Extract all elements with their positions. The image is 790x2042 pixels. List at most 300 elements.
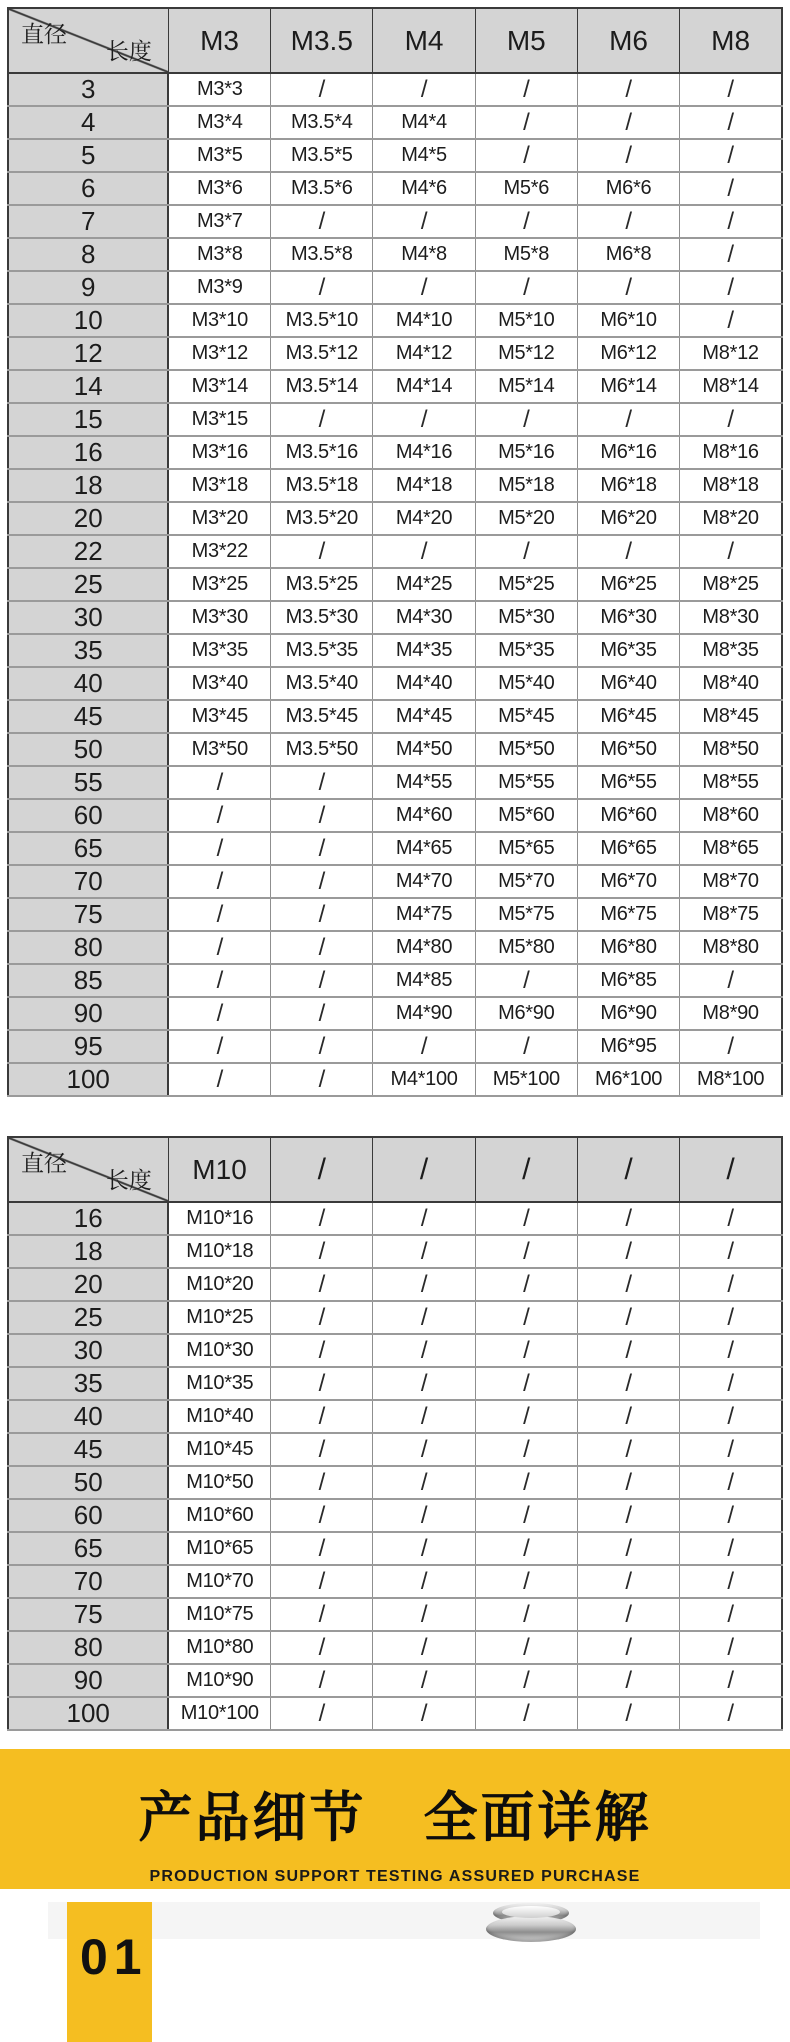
table-row [8,172,782,205]
size-cell: M3.5*30 [271,601,373,634]
size-cell: M5*70 [475,865,577,898]
row-length-label: 45 [8,1433,168,1466]
size-cell: / [680,238,782,271]
size-cell: M4*80 [373,931,475,964]
size-cell: M3.5*16 [271,436,373,469]
row-length-label: 18 [8,1235,168,1268]
size-cell: / [577,1565,679,1598]
size-cell: M4*6 [373,172,475,205]
row-length-label: 70 [8,865,168,898]
size-cell: M6*90 [577,997,679,1030]
size-cell: M3.5*4 [271,106,373,139]
size-cell: M10*70 [168,1565,270,1598]
size-cell: / [577,1466,679,1499]
size-cell: / [271,1063,373,1096]
row-length-label: 40 [8,667,168,700]
row-length-label: 12 [8,337,168,370]
size-cell: M6*85 [577,964,679,997]
size-cell: / [271,865,373,898]
size-cell: M8*90 [680,997,782,1030]
size-cell: / [373,1598,475,1631]
size-cell: M10*16 [168,1202,270,1235]
size-cell: / [475,139,577,172]
header-row [8,8,782,73]
table-row [8,1235,782,1268]
size-cell: M4*60 [373,799,475,832]
row-length-label: 35 [8,1367,168,1400]
column-header: / [577,1137,679,1202]
table-row [8,1697,782,1730]
row-length-label: 90 [8,1664,168,1697]
size-cell: M6*8 [577,238,679,271]
size-cell: M3*5 [168,139,270,172]
size-cell: M5*100 [475,1063,577,1096]
size-cell: M4*65 [373,832,475,865]
size-cell: M8*16 [680,436,782,469]
size-cell: M3.5*25 [271,568,373,601]
size-cell: M3*14 [168,370,270,403]
size-cell: M4*75 [373,898,475,931]
size-cell: / [271,1532,373,1565]
table-row [8,1598,782,1631]
table-row [8,1030,782,1063]
size-cell: M3.5*8 [271,238,373,271]
size-cell: / [168,964,270,997]
size-cell: / [680,1400,782,1433]
size-cell: M4*12 [373,337,475,370]
row-length-label: 80 [8,931,168,964]
table-row [8,1532,782,1565]
size-cell: M4*90 [373,997,475,1030]
size-cell: / [373,205,475,238]
size-cell: M4*55 [373,766,475,799]
row-length-label: 60 [8,1499,168,1532]
size-cell: M3*30 [168,601,270,634]
size-cell: M4*14 [373,370,475,403]
table-row [8,1301,782,1334]
size-cell: / [271,205,373,238]
size-cell: M3*3 [168,73,270,106]
size-cell: M3.5*6 [271,172,373,205]
table-row [8,238,782,271]
size-cell: / [680,1598,782,1631]
table-row [8,139,782,172]
size-cell: M4*5 [373,139,475,172]
detail-section-panel [48,1902,760,1985]
size-cell: M5*65 [475,832,577,865]
row-length-label: 20 [8,1268,168,1301]
corner-cell [8,8,168,73]
size-cell: M5*20 [475,502,577,535]
size-cell: M6*65 [577,832,679,865]
table-row [8,931,782,964]
size-cell: M3.5*14 [271,370,373,403]
size-cell: M4*18 [373,469,475,502]
size-cell: / [680,271,782,304]
row-length-label: 75 [8,1598,168,1631]
length-label: 长度 [105,38,152,64]
size-cell: M5*25 [475,568,577,601]
row-length-label: 60 [8,799,168,832]
size-cell: / [577,1334,679,1367]
size-cell: / [271,1400,373,1433]
table-row [8,700,782,733]
row-length-label: 8 [8,238,168,271]
size-cell: M10*60 [168,1499,270,1532]
size-cell: M3*35 [168,634,270,667]
size-cell: M3.5*10 [271,304,373,337]
size-cell: M4*100 [373,1063,475,1096]
banner-subtitle: PRODUCTION SUPPORT TESTING ASSURED PURCHASE [149,1868,641,1885]
size-cell: M3*7 [168,205,270,238]
size-cell: M4*85 [373,964,475,997]
size-cell: M4*16 [373,436,475,469]
size-cell: M3*50 [168,733,270,766]
size-cell: M3*6 [168,172,270,205]
row-length-label: 30 [8,601,168,634]
size-cell: / [373,1532,475,1565]
size-cell: / [168,832,270,865]
size-cell: / [168,931,270,964]
size-cell: M3*40 [168,667,270,700]
size-cell: / [577,1598,679,1631]
size-cell: / [373,535,475,568]
size-cell: M3*18 [168,469,270,502]
table-row [8,403,782,436]
size-cell: / [271,1598,373,1631]
size-cell: / [271,535,373,568]
size-cell: / [271,898,373,931]
size-cell: / [577,139,679,172]
row-length-label: 4 [8,106,168,139]
size-cell: / [680,1268,782,1301]
size-cell: / [271,403,373,436]
banner-title: 产品细节 全面详解 [138,1788,652,1848]
table-row [8,1334,782,1367]
size-cell: / [577,1697,679,1730]
size-cell: / [577,1202,679,1235]
size-cell: / [271,73,373,106]
size-cell: / [168,865,270,898]
size-cell: M4*50 [373,733,475,766]
size-cell: M10*30 [168,1334,270,1367]
row-length-label: 6 [8,172,168,205]
size-cell: M3.5*5 [271,139,373,172]
size-cell: / [475,106,577,139]
size-cell: M5*30 [475,601,577,634]
row-length-label: 80 [8,1631,168,1664]
size-cell: / [271,1367,373,1400]
size-cell: / [475,1697,577,1730]
row-length-label: 75 [8,898,168,931]
size-cell: / [680,1499,782,1532]
size-cell: M4*4 [373,106,475,139]
size-cell: M3.5*50 [271,733,373,766]
size-cell: M5*80 [475,931,577,964]
size-cell: / [475,1433,577,1466]
size-cell: / [680,139,782,172]
table-row [8,634,782,667]
size-cell: / [475,1367,577,1400]
size-cell: M10*65 [168,1532,270,1565]
step-number-badge [67,1902,152,2042]
size-cell: / [271,931,373,964]
size-cell: M6*10 [577,304,679,337]
row-length-label: 9 [8,271,168,304]
size-cell: M6*16 [577,436,679,469]
size-cell: M10*45 [168,1433,270,1466]
column-header: M3.5 [271,8,373,73]
size-cell: M3*10 [168,304,270,337]
size-cell: M10*20 [168,1268,270,1301]
size-cell: / [680,73,782,106]
size-cell: / [271,1499,373,1532]
size-cell: M5*40 [475,667,577,700]
size-cell: / [577,1268,679,1301]
size-cell: / [373,1631,475,1664]
size-cell: M3.5*20 [271,502,373,535]
size-cell: M3*20 [168,502,270,535]
table-row [8,1499,782,1532]
size-cell: / [373,1202,475,1235]
row-length-label: 20 [8,502,168,535]
size-cell: / [475,1664,577,1697]
size-cell: / [475,1400,577,1433]
size-cell: / [373,1664,475,1697]
size-cell: / [168,1030,270,1063]
size-cell: / [271,1466,373,1499]
size-cell: / [271,799,373,832]
size-cell: M8*65 [680,832,782,865]
table-row [8,1433,782,1466]
size-cell: / [680,1697,782,1730]
table-row [8,964,782,997]
row-length-label: 65 [8,1532,168,1565]
size-cell: M3.5*45 [271,700,373,733]
size-cell: / [577,1664,679,1697]
size-cell: / [168,898,270,931]
size-cell: / [577,106,679,139]
row-length-label: 35 [8,634,168,667]
table-row [8,1367,782,1400]
size-cell: M5*8 [475,238,577,271]
size-cell: M8*50 [680,733,782,766]
size-cell: / [271,1565,373,1598]
size-cell: M4*70 [373,865,475,898]
size-cell: / [680,964,782,997]
size-cell: / [373,1301,475,1334]
size-cell: / [168,997,270,1030]
size-cell: M8*100 [680,1063,782,1096]
size-cell: / [577,1235,679,1268]
screw-head-highlight-icon [502,1906,560,1918]
table-row [8,1268,782,1301]
row-length-label: 55 [8,766,168,799]
corner-cell [8,1137,168,1202]
table-row [8,535,782,568]
size-cell: / [680,1664,782,1697]
size-cell: / [475,1235,577,1268]
size-cell: / [475,271,577,304]
column-header: / [680,1137,782,1202]
size-cell: M8*70 [680,865,782,898]
size-cell: / [680,1334,782,1367]
size-cell: / [475,1466,577,1499]
table-row [8,1466,782,1499]
size-cell: M8*18 [680,469,782,502]
size-cell: / [373,1499,475,1532]
size-cell: / [680,1367,782,1400]
size-cell: M3*16 [168,436,270,469]
size-cell: / [680,1030,782,1063]
size-cell: M6*35 [577,634,679,667]
size-cell: M3*12 [168,337,270,370]
table-row [8,106,782,139]
column-header: M8 [680,8,782,73]
size-cell: / [475,964,577,997]
size-cell: M8*75 [680,898,782,931]
diameter-label: 直径 [21,1150,67,1176]
size-cell: M6*80 [577,931,679,964]
size-cell: M5*35 [475,634,577,667]
size-cell: / [475,73,577,106]
size-cell: / [577,403,679,436]
size-cell: M6*6 [577,172,679,205]
size-cell: M10*25 [168,1301,270,1334]
size-cell: / [271,964,373,997]
size-cell: M5*16 [475,436,577,469]
table-row [8,370,782,403]
table-row [8,436,782,469]
size-cell: M5*14 [475,370,577,403]
size-cell: M3.5*35 [271,634,373,667]
row-length-label: 25 [8,568,168,601]
size-cell: / [680,205,782,238]
row-length-label: 14 [8,370,168,403]
size-cell: / [577,73,679,106]
size-cell: / [271,1202,373,1235]
size-cell: / [271,1235,373,1268]
row-length-label: 5 [8,139,168,172]
table-row [8,1400,782,1433]
size-cell: / [373,1030,475,1063]
size-cell: / [475,1499,577,1532]
size-cell: / [475,1202,577,1235]
size-cell: M10*80 [168,1631,270,1664]
size-cell: M5*12 [475,337,577,370]
size-cell: M4*10 [373,304,475,337]
row-length-label: 100 [8,1697,168,1730]
step-number: 01 [80,1929,148,1985]
table-row [8,337,782,370]
size-cell: / [271,1301,373,1334]
size-cell: / [680,1532,782,1565]
size-cell: M8*80 [680,931,782,964]
row-length-label: 95 [8,1030,168,1063]
size-cell: / [373,1565,475,1598]
table-row [8,1565,782,1598]
size-cell: M4*35 [373,634,475,667]
size-cell: / [168,1063,270,1096]
size-cell: / [680,403,782,436]
size-cell: M4*30 [373,601,475,634]
table-row [8,1063,782,1096]
size-cell: M3*25 [168,568,270,601]
size-cell: / [373,1367,475,1400]
table-row [8,73,782,106]
size-cell: / [475,205,577,238]
size-cell: / [577,271,679,304]
size-cell: / [577,1532,679,1565]
size-cell: / [577,1301,679,1334]
size-cell: M6*70 [577,865,679,898]
size-cell: M3*22 [168,535,270,568]
size-cell: / [475,403,577,436]
size-cell: / [680,1565,782,1598]
size-cell: / [373,1400,475,1433]
size-cell: M8*60 [680,799,782,832]
size-cell: / [475,1268,577,1301]
size-cell: M6*90 [475,997,577,1030]
size-cell: / [373,1466,475,1499]
size-cell: / [577,535,679,568]
row-length-label: 50 [8,1466,168,1499]
size-cell: M6*45 [577,700,679,733]
size-cell: / [475,535,577,568]
size-cell: M6*14 [577,370,679,403]
column-header: / [271,1137,373,1202]
column-header: M10 [168,1137,270,1202]
table-row [8,832,782,865]
size-cell: / [168,766,270,799]
size-cell: M4*8 [373,238,475,271]
size-cell: / [271,832,373,865]
size-cell: / [271,997,373,1030]
size-cell: M6*12 [577,337,679,370]
screw-thread-ring-icon [486,1916,576,1942]
size-cell: M10*90 [168,1664,270,1697]
row-length-label: 16 [8,1202,168,1235]
size-cell: M6*75 [577,898,679,931]
size-cell: M3*9 [168,271,270,304]
header-row [8,1137,782,1202]
size-cell: / [373,1433,475,1466]
size-cell: M8*35 [680,634,782,667]
table-row [8,799,782,832]
size-cell: / [680,1433,782,1466]
row-length-label: 40 [8,1400,168,1433]
size-cell: M8*55 [680,766,782,799]
size-cell: M8*25 [680,568,782,601]
size-cell: / [680,1301,782,1334]
size-cell: M6*100 [577,1063,679,1096]
size-table-m3-m8 [7,7,783,1097]
table-row [8,1631,782,1664]
size-cell: M4*25 [373,568,475,601]
size-cell: M4*40 [373,667,475,700]
size-cell: / [271,1433,373,1466]
size-cell: M3.5*18 [271,469,373,502]
diameter-label: 直径 [21,21,67,47]
row-length-label: 7 [8,205,168,238]
size-cell: / [577,1400,679,1433]
size-cell: M6*40 [577,667,679,700]
size-cell: M3*4 [168,106,270,139]
size-cell: / [271,1631,373,1664]
size-cell: M8*20 [680,502,782,535]
size-cell: / [577,205,679,238]
size-cell: M4*20 [373,502,475,535]
